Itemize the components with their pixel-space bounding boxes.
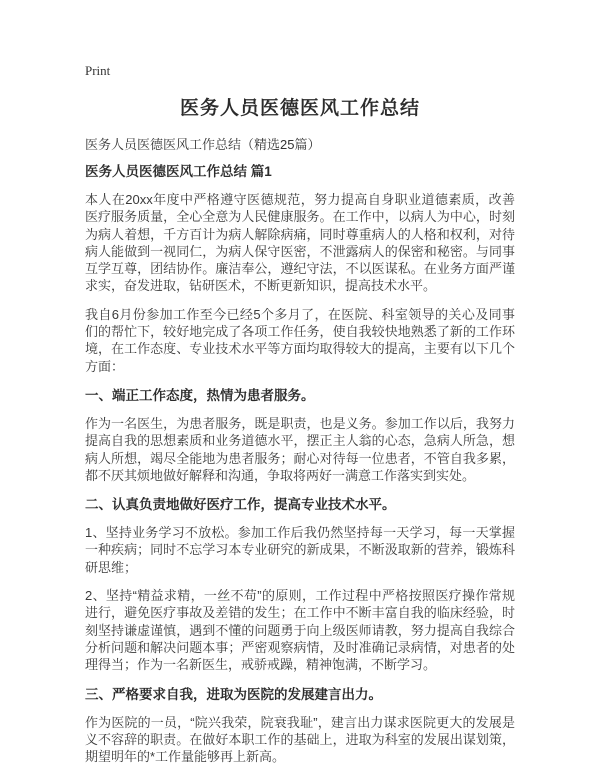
- article-body: [85, 191, 515, 765]
- paragraph: 1、坚持业务学习不放松。参加工作后我仍然坚持每一天学习，每一天掌握一种疾病；同时不忘学习本专业研究的新成果，不断汲取新的营养，锻炼科研思维；: [85, 525, 515, 575]
- print-link[interactable]: Print: [85, 63, 111, 78]
- paragraph: 作为医院的一员，“院兴我荣，院衰我耻”，建言出力谋求医院更大的发展是义不容辞的职责。在做好本职工作的基础上，进取为科室的发展出谋划策，期望明年的*工作量能够再上新高。: [85, 714, 515, 765]
- section-heading: 一、端正工作态度，热情为患者服务。: [85, 387, 315, 403]
- paragraph: 本人在20xx年度中严格遵守医德规范，努力提高自身职业道德素质，改善医疗服务质量，全心全意为人民健康服务。在工作中，以病人为中心，时刻为病人着想，千方百计为病人解除病痛，同时尊重病人的人格和权利，对待病人能做到一视同仁，为病人保守医密，不泄露病人的保密和秘密。与同事互学互尊，团结协作。廉洁奉公，遵纪守法，不以医谋私。在业务方面严谨求实，奋发进取，钻研医术，不断更新知识，提高技术水平。: [85, 192, 515, 294]
- section-heading: 二、认真负责地做好医疗工作，提高专业技术水平。: [85, 497, 396, 513]
- paragraph: 2、坚持“精益求精，一丝不苟”的原则，工作过程中严格按照医疗操作常规进行，避免医疗事故及差错的发生；在工作中不断丰富自我的临床经验，时刻坚持谦虚谨慎，遇到不懂的问题勇于向上级医师请教，努力提高自我综合分析问题和解决问题本事；严密观察病情，及时准确记录病情，对患者的处理得当；作为一名新医生，戒骄戒躁，精神饱满，不断学习。: [85, 588, 515, 673]
- article-title: 医务人员医德医风工作总结 篇1: [85, 164, 272, 179]
- page-title: 医务人员医德医风工作总结: [179, 98, 420, 119]
- paragraph: 我自6月份参加工作至今已经5个多月了，在医院、科室领导的关心及同事们的帮忙下，较好地完成了各项工作任务，使自我较快地熟悉了新的工作环境，在工作态度、专业技术水平等方面均取得较大的提高，主要有以下几个方面：: [85, 306, 515, 374]
- document-subtitle: 医务人员医德医风工作总结（精选25篇）: [85, 137, 321, 152]
- paragraph: 作为一名医生，为患者服务，既是职责，也是义务。参加工作以后，我努力提高自我的思想素质和业务道德水平，摆正主人翁的心态，急病人所急，想病人所想，竭尽全能地为患者服务；耐心对待每一位患者，不管自我多累，都不厌其烦地做好解释和沟通，争取将两好一满意工作落实到实处。: [85, 415, 515, 483]
- section-heading: 三、严格要求自我，进取为医院的发展建言出力。: [85, 686, 382, 702]
